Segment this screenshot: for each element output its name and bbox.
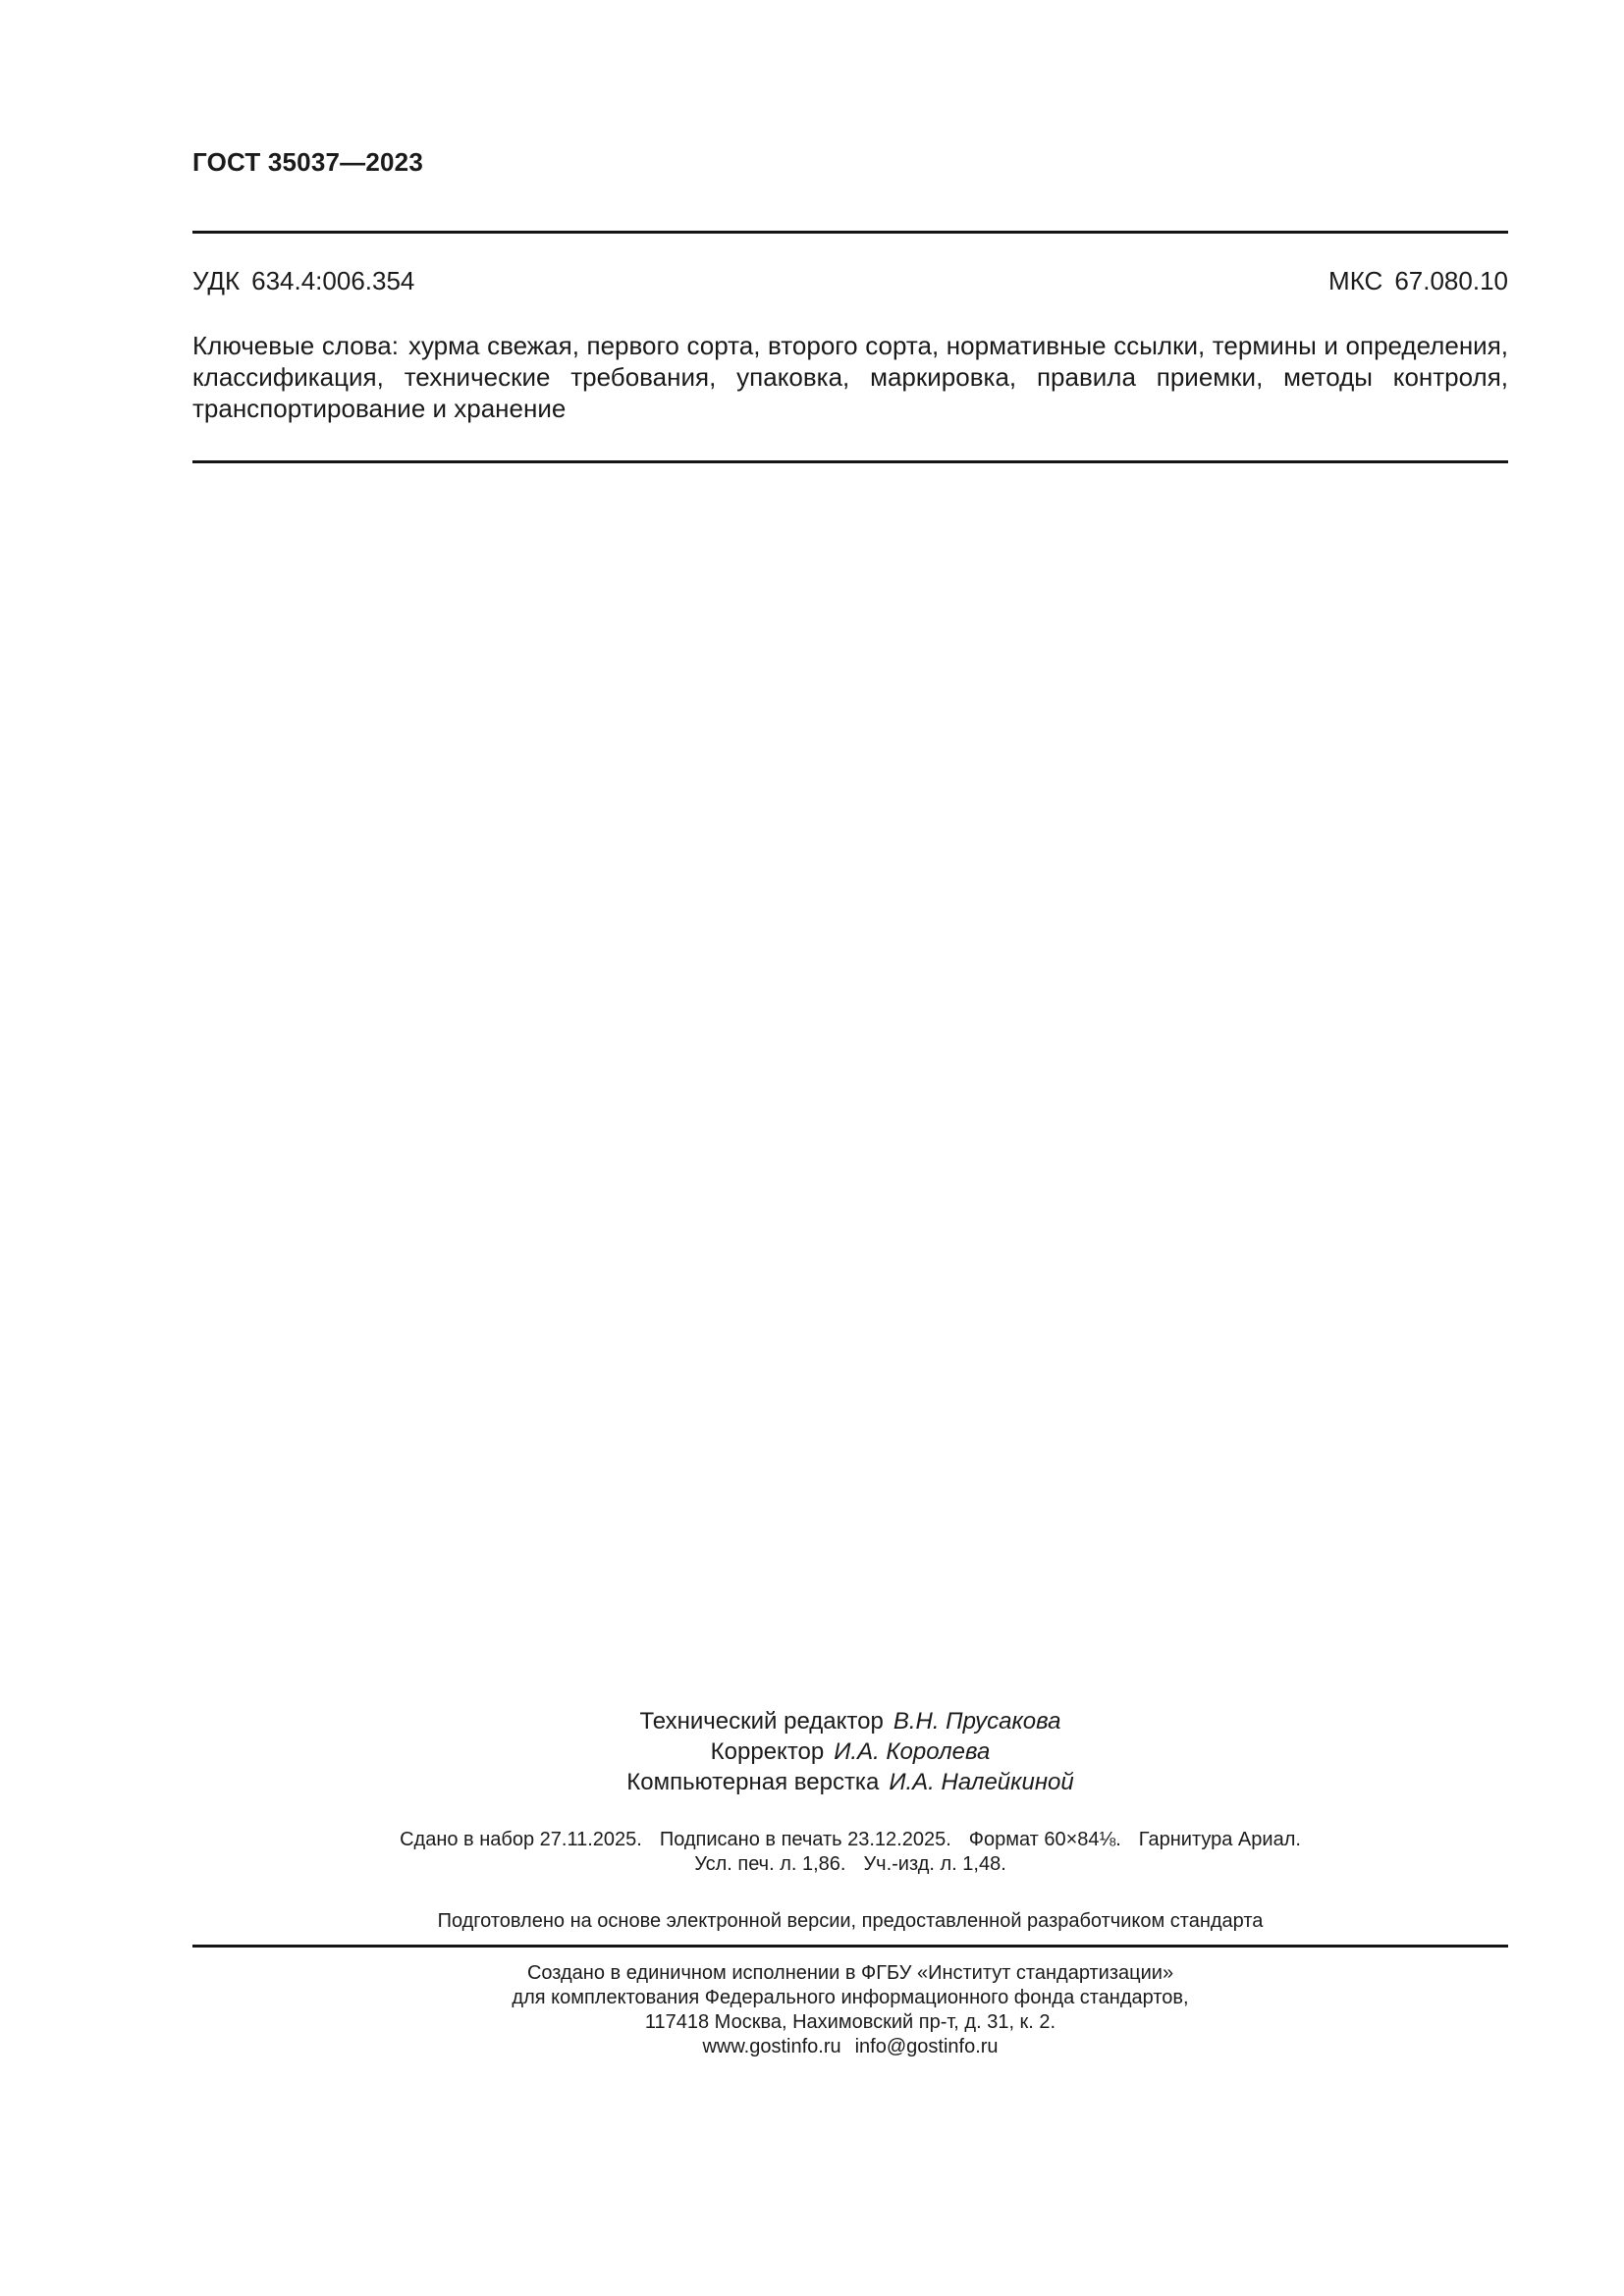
divider-keywords xyxy=(192,460,1508,463)
credit-layout xyxy=(192,1767,1508,1797)
standard-code: ГОСТ 35037—2023 xyxy=(192,147,423,177)
publisher-address: 117418 Москва, Нахимовский пр-т, д. 31, к. 2. xyxy=(644,2011,1056,2033)
udk-label: УДК xyxy=(192,266,241,295)
mks-label: МКС xyxy=(1328,266,1383,295)
credit-name: И.А. Налейкиной xyxy=(889,1769,1074,1795)
signed-date: Подписано в печать 23.12.2025. xyxy=(659,1829,951,1850)
divider-bottom xyxy=(192,1945,1508,1948)
email-link[interactable]: info@gostinfo.ru xyxy=(854,2036,999,2057)
credit-role: Корректор xyxy=(710,1738,825,1765)
mks-code xyxy=(1328,266,1508,296)
divider-top xyxy=(192,231,1508,234)
credit-technical-editor xyxy=(192,1706,1508,1736)
publisher-line-1: Создано в единичном исполнении в ФГБУ «Институт стандартизации» xyxy=(526,1962,1174,1984)
credit-role: Компьютерная верстка xyxy=(626,1769,880,1795)
credit-name: И.А. Королева xyxy=(834,1738,991,1765)
print-info-line-2 xyxy=(192,1852,1508,1877)
mks-value: 67.080.10 xyxy=(1394,266,1508,295)
typeface: Гарнитура Ариал. xyxy=(1138,1829,1301,1850)
printed-sheets: Усл. печ. л. 1,86. xyxy=(694,1853,846,1875)
credit-proofreader xyxy=(192,1736,1508,1767)
credits-block xyxy=(192,1706,1508,1797)
credit-name: В.Н. Прусакова xyxy=(893,1708,1061,1735)
publisher-contacts xyxy=(192,2035,1508,2059)
credit-role: Технический редактор xyxy=(639,1708,884,1735)
keywords-block xyxy=(192,330,1508,424)
print-info-line-1 xyxy=(192,1828,1508,1852)
prepared-note: Подготовлено на основе электронной версии, предоставленной разработчиком стандарта xyxy=(437,1910,1264,1932)
keywords-text: хурма свежая, первого сорта, второго сорта, нормативные ссылки, термины и определения, классификация, технические требования, упаковка, маркировка, правила приемки, методы контроля, транспортирование и хранение xyxy=(192,331,1509,423)
udk-value: 634.4:006.354 xyxy=(251,266,415,295)
udk-code xyxy=(192,266,414,296)
publisher-line-2: для комплектования Федерального информационного фонда стандартов, xyxy=(512,1987,1189,2008)
paper-format: Формат 60×84⅛. xyxy=(968,1829,1121,1850)
submitted-date: Сдано в набор 27.11.2025. xyxy=(400,1829,642,1850)
publisher-sheets: Уч.-изд. л. 1,48. xyxy=(863,1853,1006,1875)
keywords-label: Ключевые слова: xyxy=(192,331,399,360)
website-link[interactable]: www.gostinfo.ru xyxy=(702,2036,841,2057)
publisher-block xyxy=(192,1961,1508,2059)
print-info xyxy=(192,1828,1508,1877)
